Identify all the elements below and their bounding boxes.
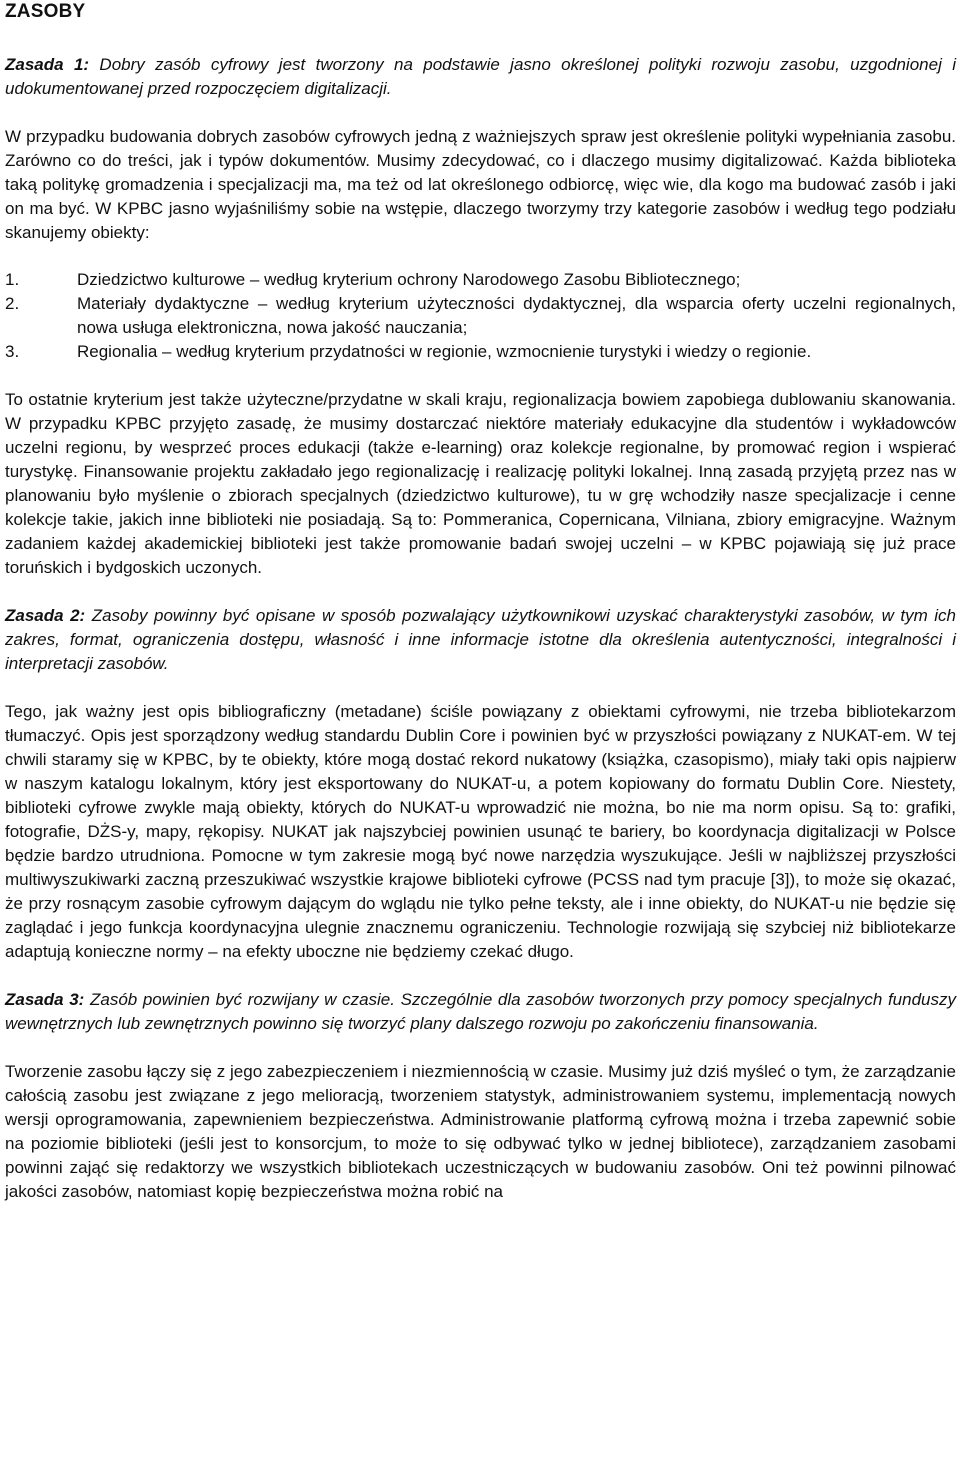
- paragraph-1: W przypadku budowania dobrych zasobów cyfrowych jedną z ważniejszych spraw jest określenie polityki wypełniania zasobu. Zarówno co do treści, jak i typów dokumentów. Musimy zdecydować, co i dlaczego musimy digitalizować. Każda biblioteka taką politykę gromadzenia i specjalizacji ma, ma też od lat określonego odbiorcę, więc wie, dla kogo ma budować zasób i jaki on ma być. W KPBC jasno wyjaśniliśmy sobie na wstępie, dlaczego tworzymy trzy kategorie zasobów i według tego podziału skanujemy obiekty:: [5, 127, 956, 242]
- paragraph-2: To ostatnie kryterium jest także użyteczne/przydatne w skali kraju, regionalizacja bowiem zapobiega dublowaniu skanowania. W przypadku KPBC przyjęto zasadę, że musimy dostarczać niektóre materiały edukacyjne dla studentów i wykładowców uczelni regionu, by wesprzeć proces edukacji (także e-learning) oraz kolekcje regionalne, by promować region i wspierać turystykę. Finansowanie projektu zakładało jego regionalizację i realizację polityki lokalnej. Inną zasadą przyjętą przez nas w planowaniu było myślenie o zbiorach specjalnych (dziedzictwo kulturowe), tu w grę wchodziły nasze specjalizacje i cenne kolekcje takie, jakich inne biblioteki nie posiadają. Są to: Pommeranica, Copernicana, Vilniana, zbiory emigracyjne. Ważnym zadaniem każdej akademickiej biblioteki jest także promowanie badań swojej uczelni – w KPBC pojawiają się już prace toruńskich i bydgoskich uczonych.: [5, 390, 956, 577]
- zasada-3-text: Zasób powinien być rozwijany w czasie. Szczególnie dla zasobów tworzonych przy pomocy specjalnych funduszy wewnętrznych lub zewnętrznych powinno się tworzyć plany dalszego rozwoju po zakończeniu finansowania.: [5, 990, 956, 1033]
- list-item-number: 1.: [5, 270, 20, 289]
- zasada-1: [5, 53, 956, 101]
- zasada-2: [5, 604, 956, 676]
- page-title: ZASOBY: [5, 1, 86, 22]
- zasada-3: [5, 988, 956, 1036]
- list-item: [5, 292, 956, 340]
- list-item: [5, 268, 956, 292]
- zasada-3-label: Zasada 3:: [5, 990, 85, 1009]
- zasada-2-text: Zasoby powinny być opisane w sposób pozwalający użytkownikowi uzyskać charakterystyki zasobów, w tym ich zakres, format, ograniczenia dostępu, własność i inne informacje istotne dla określenia autentyczności, integralności i interpretacji zasobów.: [5, 606, 956, 673]
- zasada-1-text: Dobry zasób cyfrowy jest tworzony na podstawie jasno określonej polityki rozwoju zasobu, uzgodnionej i udokumentowanej przed rozpoczęciem digitalizacji.: [5, 55, 956, 98]
- list-item-text: Dziedzictwo kulturowe – według kryterium ochrony Narodowego Zasobu Bibliotecznego;: [77, 270, 741, 289]
- paragraph-3: Tego, jak ważny jest opis bibliograficzny (metadane) ściśle powiązany z obiektami cyfrowymi, nie trzeba bibliotekarzom tłumaczyć. Opis jest sporządzony według standardu Dublin Core i powinien być w przyszłości powiązany z NUKAT-em. W tej chwili staramy się w KPBC, by te obiekty, które mogą dostać rekord nukatowy (książka, czasopismo), miały taki opis najpierw w naszym katalogu lokalnym, który jest eksportowany do NUKAT-u, a potem kopiowany do formatu Dublin Core. Niestety, biblioteki cyfrowe zwykle mają obiekty, których do NUKAT-u wprowadzić nie można, bo nie ma norm opisu. Są to: grafiki, fotografie, DŻS-y, mapy, rękopisy. NUKAT jak najszybciej powinien usunąć te bariery, bo koordynacja digitalizacji w Polsce będzie bardzo utrudniona. Pomocne w tym zakresie mogą być nowe narzędzia wyszukujące. Jeśli w najbliższej przyszłości multiwyszukiwarki zaczną przeszukiwać wszystkie krajowe biblioteki cyfrowe (PCSS nad tym pracuje [3]), to może się okazać, że przy rosnącym zasobie cyfrowym dającym do wglądu nie tylko pełne teksty, ale i inne obiekty, do NUKAT-u nie będzie się zaglądać i jego funkcja koordynacyjna ulegnie znacznemu ograniczeniu. Technologie rozwijają się szybciej niż bibliotekarze adaptują konieczne normy – na efekty uboczne nie będziemy czekać długo.: [5, 702, 956, 961]
- list-item-number: 3.: [5, 342, 20, 361]
- document-page: [5, 0, 956, 1204]
- list-item-number: 2.: [5, 294, 20, 313]
- list-item-text: Regionalia – według kryterium przydatności w regionie, wzmocnienie turystyki i wiedzy o regionie.: [77, 342, 812, 361]
- zasada-2-label: Zasada 2:: [5, 606, 86, 625]
- list-item: [5, 340, 956, 364]
- paragraph-4: Tworzenie zasobu łączy się z jego zabezpieczeniem i niezmiennością w czasie. Musimy już dziś myśleć o tym, że zarządzanie całością zasobu jest związane z jego melioracją, tworzeniem statystyk, administrowaniem systemu, implementacją nowych wersji oprogramowania, zapewnieniem bezpieczeństwa. Administrowanie platformą cyfrową można i trzeba zapewnić sobie na poziomie biblioteki (jeśli jest to konsorcjum, to może to się odbywać tylko w jednej bibliotece), zarządzaniem zasobami powinni zająć się redaktorzy we wszystkich bibliotekach uczestniczących w budowaniu zasobów. Oni też powinni pilnować jakości zasobów, natomiast kopię bezpieczeństwa można robić na: [5, 1062, 956, 1201]
- category-list: [5, 268, 956, 364]
- zasada-1-label: Zasada 1:: [5, 55, 90, 74]
- list-item-text: Materiały dydaktyczne – według kryterium użyteczności dydaktycznej, dla wsparcia oferty uczelni regionalnych, nowa usługa elektroniczna, nowa jakość nauczania;: [77, 294, 956, 337]
